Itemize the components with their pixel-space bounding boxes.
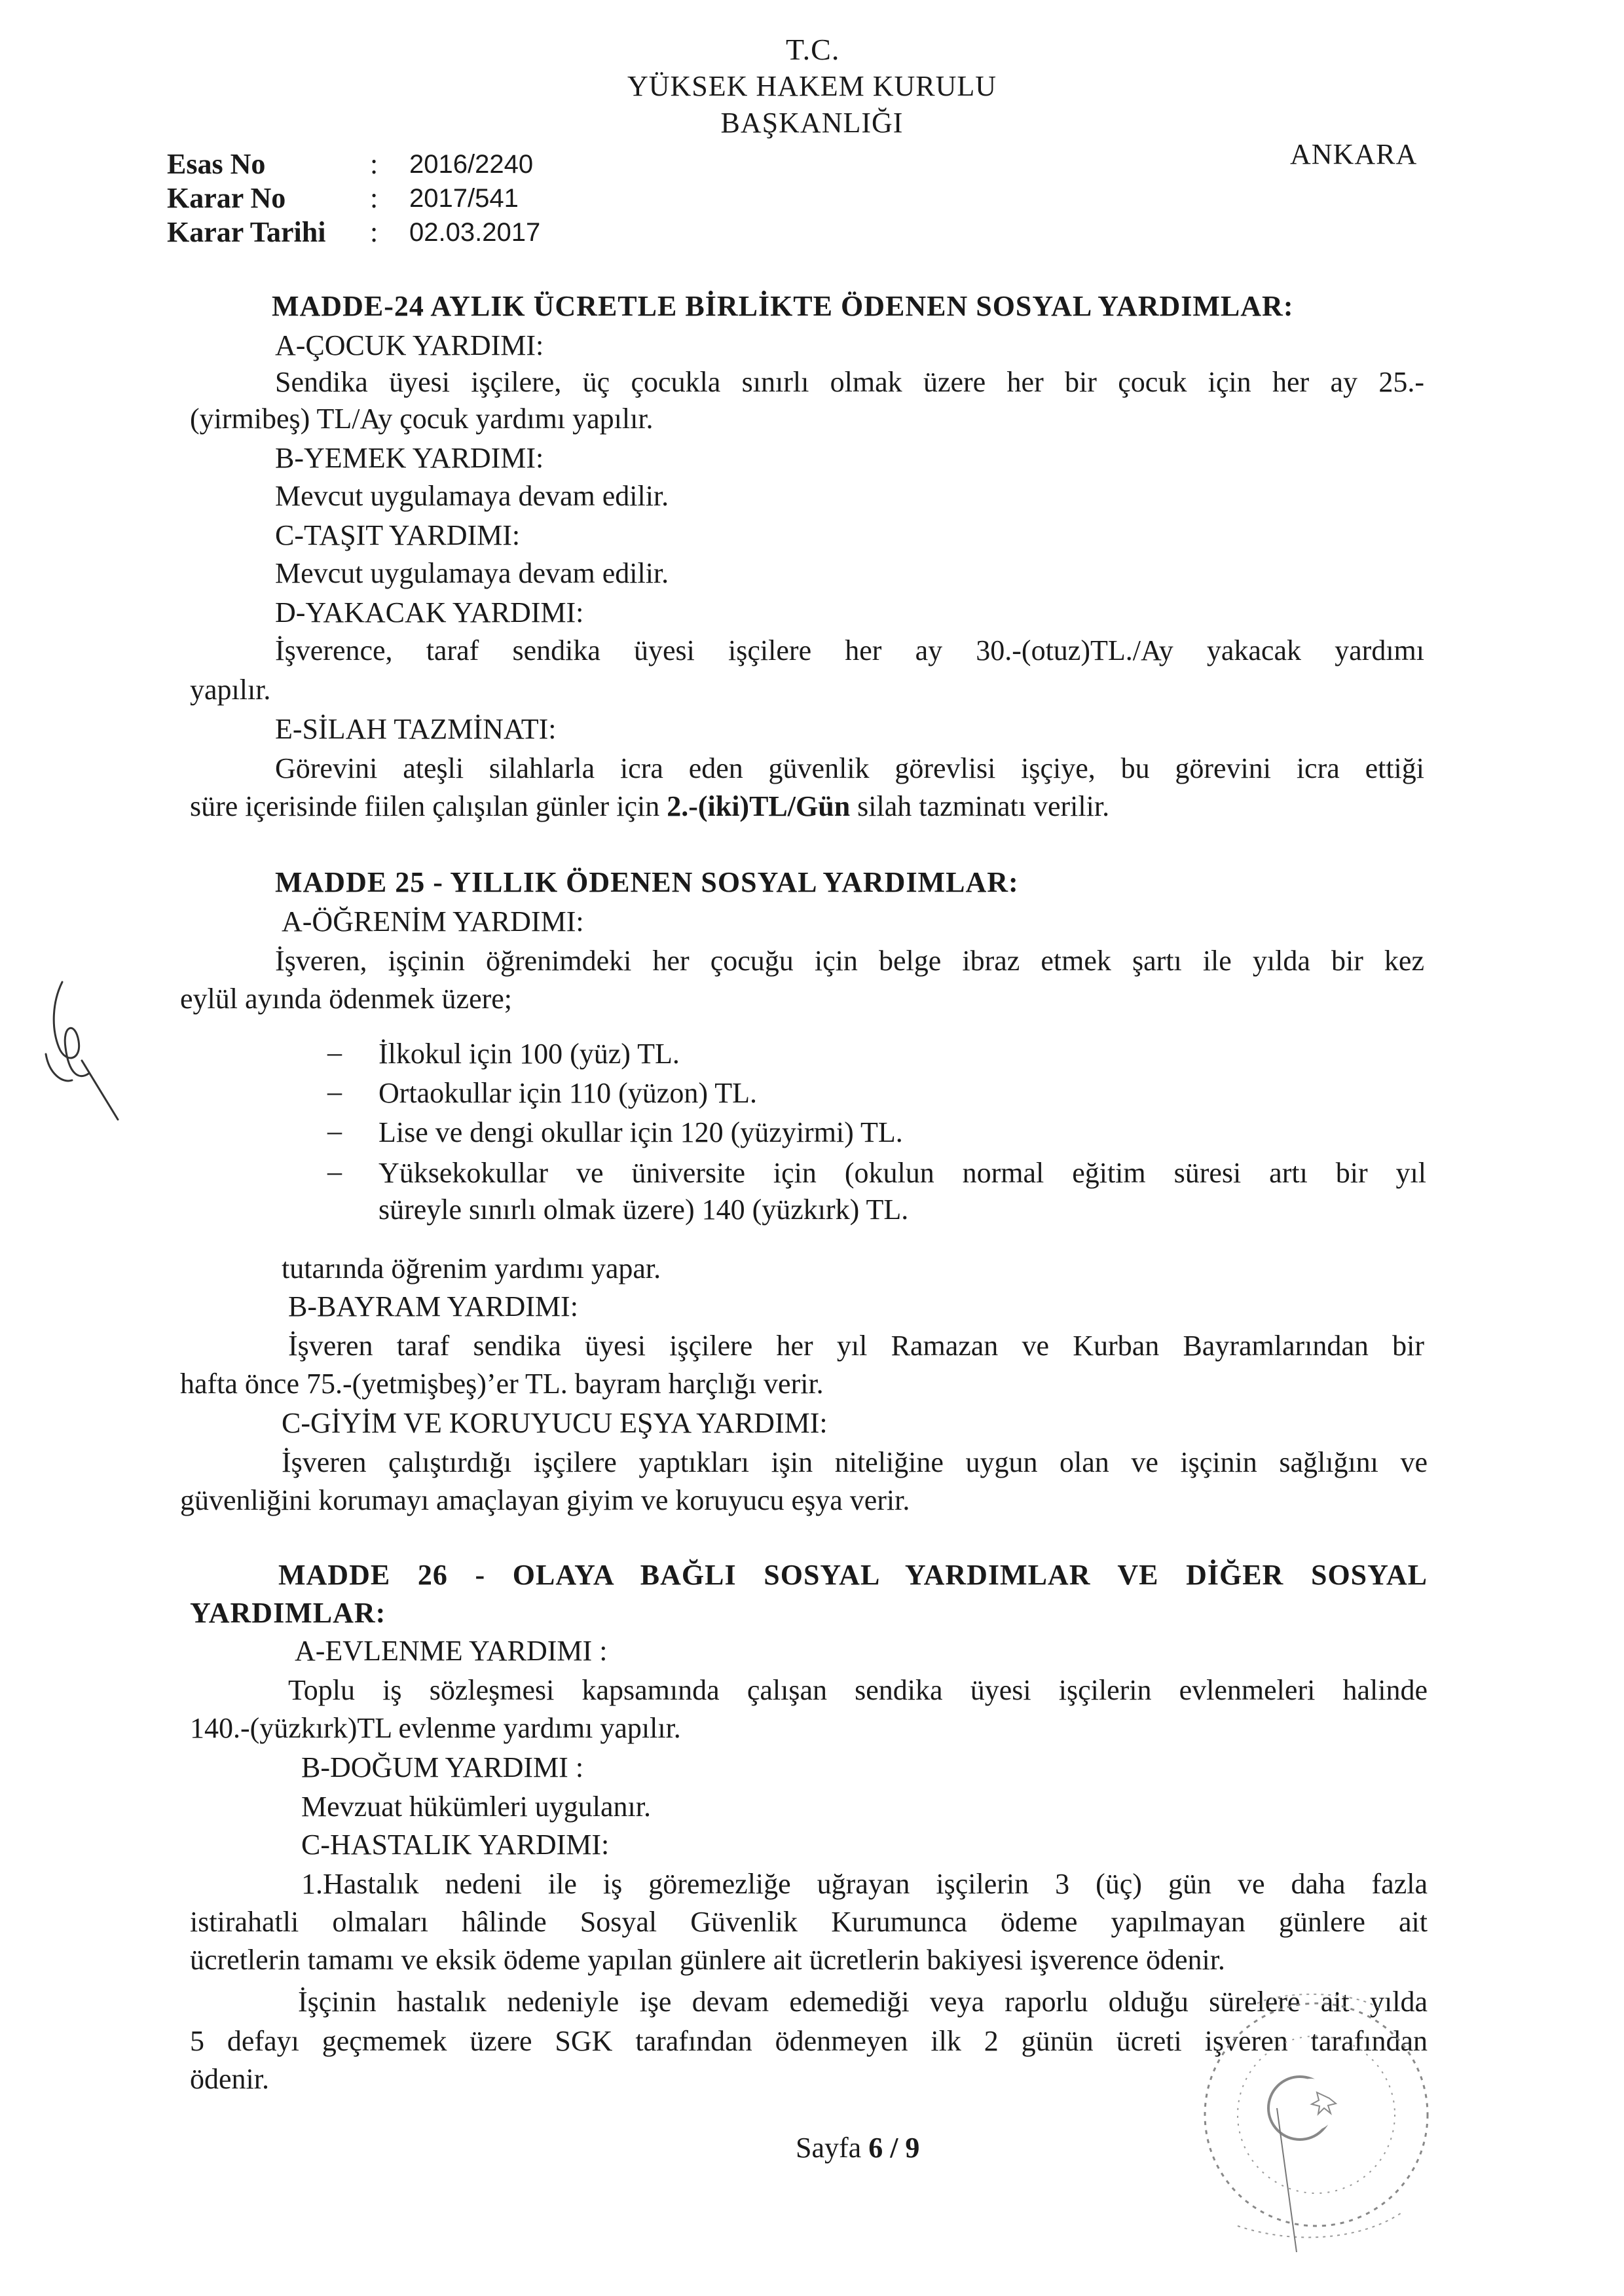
- list-item: Ortaokullar için 110 (yüzon) TL.: [378, 1077, 757, 1109]
- page-sep: /: [883, 2132, 906, 2164]
- madde-24-title: MADDE-24 AYLIK ÜCRETLE BİRLİKTE ÖDENEN SOSYAL YARDIMLAR:: [272, 290, 1294, 322]
- page-number: [796, 2131, 919, 2164]
- m26-b-heading: B-DOĞUM YARDIMI :: [301, 1751, 584, 1783]
- header-tc: T.C.: [786, 33, 840, 66]
- m25-b-heading: B-BAYRAM YARDIMI:: [288, 1290, 578, 1322]
- colon: :: [370, 216, 378, 248]
- header-city: ANKARA: [1290, 138, 1418, 170]
- m24-d-line2: yapılır.: [190, 674, 271, 706]
- m24-b-text: Mevcut uygulamaya devam edilir.: [275, 480, 669, 512]
- m24-c-heading: C-TAŞIT YARDIMI:: [275, 519, 521, 551]
- madde-26-title-line1: MADDE 26 - OLAYA BAĞLI SOSYAL YARDIMLAR VE DİĞER SOSYAL: [278, 1559, 1428, 1591]
- esas-value: 2016/2240: [409, 150, 534, 179]
- m26-c-line5: 5 defayı geçmemek üzere SGK tarafından ödenmeyen ilk 2 günün ücreti işveren tarafından: [190, 2025, 1428, 2057]
- m24-a-line2: (yirmibeş) TL/Ay çocuk yardımı yapılır.: [190, 403, 654, 435]
- header-institution: YÜKSEK HAKEM KURULU: [627, 70, 997, 102]
- m24-e-heading: E-SİLAH TAZMİNATI:: [275, 713, 557, 745]
- tarih-row: [167, 215, 540, 249]
- m25-c-line1: İşveren çalıştırdığı işçilere yaptıkları işin niteliğine uygun olan ve işçinin sağlığını ve: [282, 1446, 1428, 1478]
- m26-a-line1: Toplu iş sözleşmesi kapsamında çalışan sendika üyesi işçilerin evlenmeleri halinde: [288, 1674, 1428, 1706]
- m25-c-heading: C-GİYİM VE KORUYUCU EŞYA YARDIMI:: [282, 1407, 828, 1439]
- list-item: Yüksekokullar ve üniversite için (okulun normal eğitim süresi artı bir yıl: [378, 1157, 1426, 1189]
- karar-row: [167, 181, 540, 215]
- m24-e-line1: Görevini ateşli silahlarla icra eden güvenlik görevlisi işçiye, bu görevini icra ettiği: [275, 752, 1424, 784]
- m24-e-line2-end: silah tazminatı verilir.: [850, 790, 1110, 822]
- header-presidency: BAŞKANLIĞI: [720, 107, 904, 139]
- m24-d-line1: İşverence, taraf sendika üyesi işçilere her ay 30.-(otuz)TL./Ay yakacak yardımı: [275, 634, 1424, 666]
- m26-a-heading: A-EVLENME YARDIMI :: [295, 1635, 608, 1667]
- esas-row: [167, 147, 540, 181]
- m26-c-line3: ücretlerin tamamı ve eksik ödeme yapılan günlere ait ücretlerin bakiyesi işverence ödenir.: [190, 1944, 1225, 1976]
- m26-a-line2: 140.-(yüzkırk)TL evlenme yardımı yapılır.: [190, 1712, 681, 1744]
- m25-a-line1: İşveren, işçinin öğrenimdeki her çocuğu için belge ibraz etmek şartı ile yılda bir kez: [275, 945, 1424, 977]
- colon: :: [370, 182, 378, 214]
- list-item: Lise ve dengi okullar için 120 (yüzyirmi) TL.: [378, 1116, 903, 1148]
- m24-a-heading: A-ÇOCUK YARDIMI:: [275, 329, 544, 361]
- m25-a-line2: eylül ayında ödenmek üzere;: [180, 983, 513, 1015]
- m26-b-text: Mevzuat hükümleri uygulanır.: [301, 1791, 651, 1823]
- m24-a-line1: Sendika üyesi işçilere, üç çocukla sınırlı olmak üzere her bir çocuk için her ay 25.-: [275, 366, 1424, 398]
- m26-c-line2: istirahatli olmaları hâlinde Sosyal Güvenlik Kurumunca ödeme yapılmayan günlere ait: [190, 1906, 1428, 1938]
- m24-b-heading: B-YEMEK YARDIMI:: [275, 442, 544, 474]
- esas-label: Esas No: [167, 148, 266, 180]
- madde-25-title: MADDE 25 - YILLIK ÖDENEN SOSYAL YARDIMLAR:: [275, 866, 1019, 898]
- m24-e-line2: [190, 788, 1109, 825]
- colon: :: [370, 148, 378, 180]
- m26-c-line1: 1.Hastalık nedeni ile iş göremezliğe uğrayan işçilerin 3 (üç) gün ve daha fazla: [301, 1868, 1428, 1900]
- m25-a-after: tutarında öğrenim yardımı yapar.: [282, 1252, 661, 1285]
- m26-c-line6: ödenir.: [190, 2063, 269, 2095]
- list-dash: –: [327, 1115, 342, 1147]
- m26-c-heading: C-HASTALIK YARDIMI:: [301, 1829, 610, 1861]
- madde-26-title-line2: YARDIMLAR:: [190, 1597, 386, 1629]
- m25-b-line2: hafta önce 75.-(yetmişbeş)’er TL. bayram harçlığı verir.: [180, 1368, 824, 1400]
- m24-e-line2-start: süre içerisinde fiilen çalışılan günler için: [190, 790, 667, 822]
- karar-value: 2017/541: [409, 184, 519, 213]
- list-item: İlkokul için 100 (yüz) TL.: [378, 1038, 680, 1070]
- list-dash: –: [327, 1076, 342, 1108]
- handwritten-initials: [26, 975, 138, 1126]
- m24-e-amount: 2.-(iki)TL/Gün: [667, 790, 851, 822]
- m25-a-heading: A-ÖĞRENİM YARDIMI:: [282, 905, 584, 938]
- case-metadata: [167, 147, 540, 249]
- official-seal-stamp: [1166, 1977, 1467, 2252]
- tarih-value: 02.03.2017: [409, 218, 541, 247]
- m24-c-text: Mevcut uygulamaya devam edilir.: [275, 557, 669, 589]
- list-dash: –: [327, 1036, 342, 1068]
- m25-c-line2: güvenliğini korumayı amaçlayan giyim ve koruyucu eşya verir.: [180, 1484, 910, 1516]
- page-total: 9: [905, 2132, 920, 2164]
- karar-label: Karar No: [167, 182, 286, 214]
- m25-b-line1: İşveren taraf sendika üyesi işçilere her yıl Ramazan ve Kurban Bayramlarından bir: [288, 1330, 1424, 1362]
- tarih-label: Karar Tarihi: [167, 216, 326, 248]
- page-current: 6: [868, 2132, 883, 2164]
- m26-c-line4: İşçinin hastalık nedeniyle işe devam edemediği veya raporlu olduğu sürelere ait yılda: [298, 1986, 1428, 2018]
- page-prefix: Sayfa: [796, 2132, 869, 2164]
- list-dash: –: [327, 1156, 342, 1188]
- list-item-continued: süreyle sınırlı olmak üzere) 140 (yüzkırk) TL.: [378, 1194, 909, 1226]
- m24-d-heading: D-YAKACAK YARDIMI:: [275, 596, 584, 629]
